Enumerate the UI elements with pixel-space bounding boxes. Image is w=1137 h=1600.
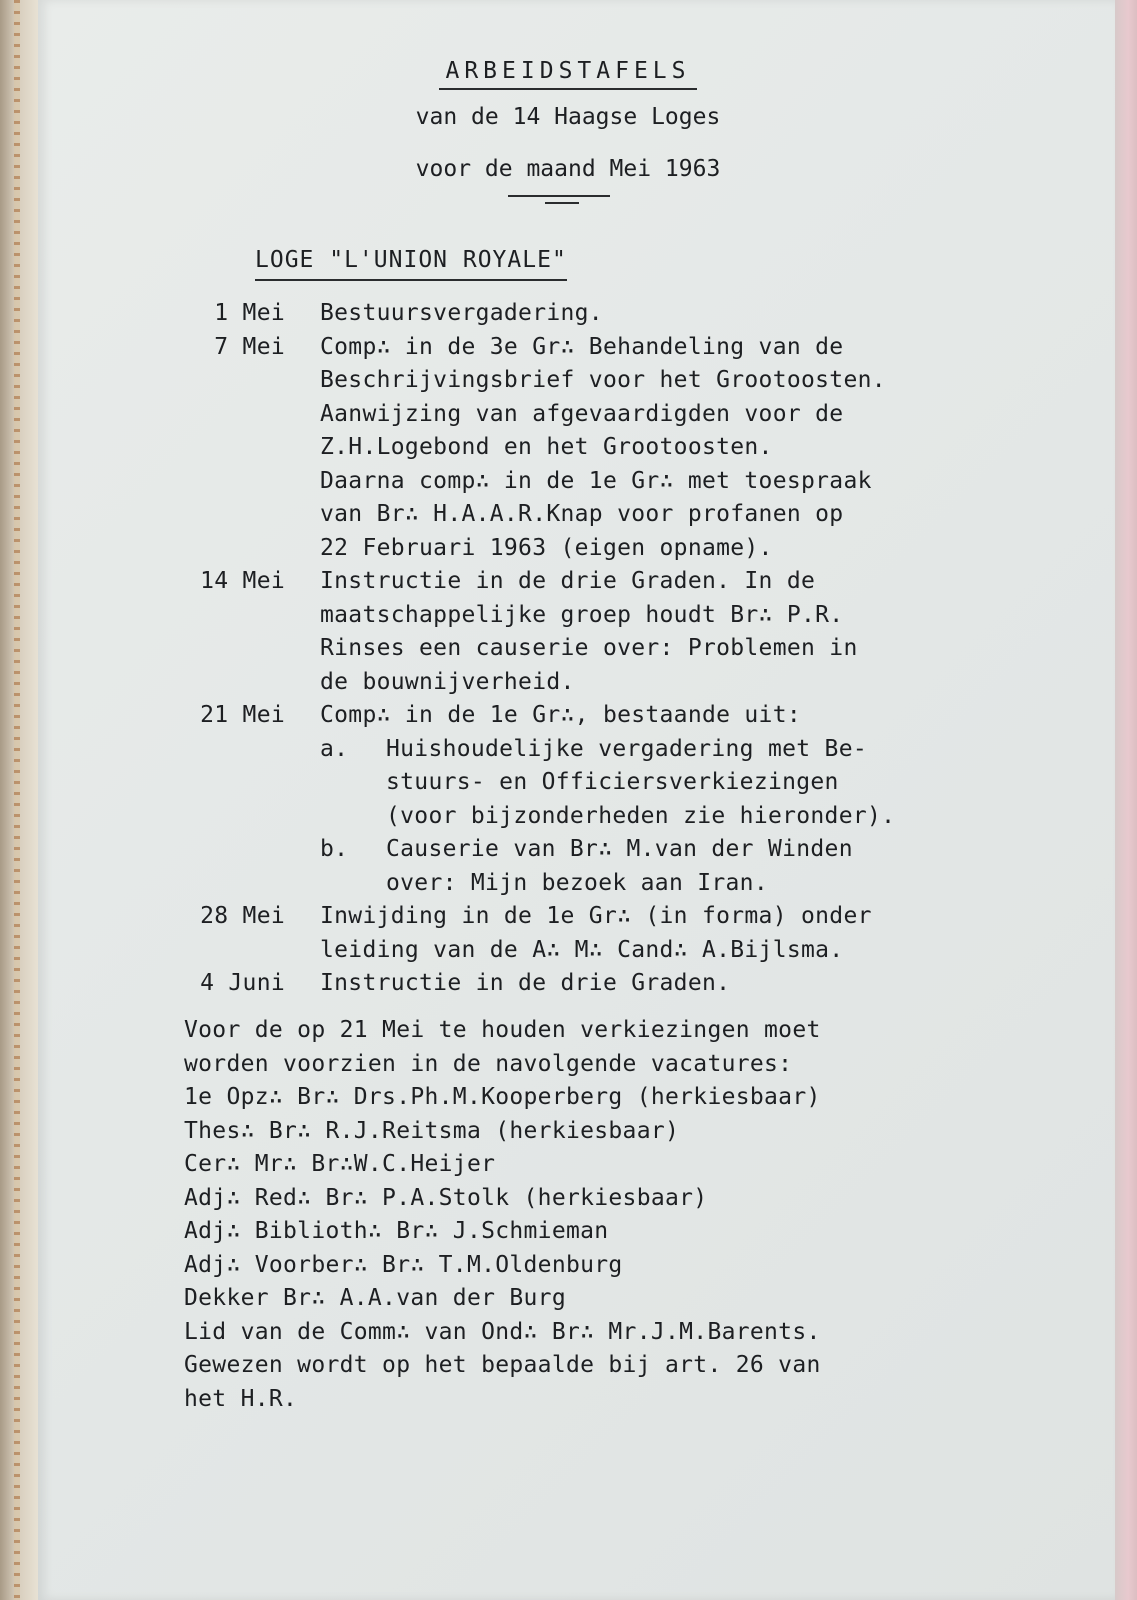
entry-line: maatschappelijke groep houdt Br∴ P.R. [320,601,844,628]
title-block [350,58,786,90]
entry-line: Aanwijzing van afgevaardigden voor de [320,400,844,427]
subtitle-month: voor de maand Mei 1963 [415,156,721,182]
subtitle-underline-short [545,202,579,204]
closing-line: Cer∴ Mr∴ Br∴W.C.Heijer [184,1151,496,1177]
closing-line: Adj∴ Red∴ Br∴ P.A.Stolk (herkiesbaar) [184,1184,708,1211]
entry-line: Comp∴ in de 1e Gr∴, bestaande uit: [320,702,802,728]
entry-line: Instructie in de drie Graden. [320,970,731,996]
closing-line: het H.R. [184,1385,298,1412]
entry-date: 28 Mei [200,903,285,929]
entry-line: Comp∴ in de 3e Gr∴ Behandeling van de [320,333,844,360]
closing-line: Dekker Br∴ A.A.van der Burg [184,1285,566,1311]
closing-line: Adj∴ Biblioth∴ Br∴ J.Schmieman [184,1218,609,1244]
closing-line: Voor de op 21 Mei te houden verkiezingen moet [184,1017,821,1043]
document-title: ARBEIDSTAFELS [439,58,696,90]
entry-line: Z.H.Logebond en het Grootoosten. [320,434,773,460]
entry-date: 21 Mei [200,702,285,728]
subtitle-underline [508,195,610,197]
entry-line: Daarna comp∴ in de 1e Gr∴ met toespraak [320,467,872,494]
subtitle-loges: van de 14 Haagse Loges [415,104,721,130]
closing-line: Adj∴ Voorber∴ Br∴ T.M.Oldenburg [184,1251,623,1278]
entry-date: 14 Mei [200,568,285,594]
sub-item-line: Huishoudelijke vergadering met Be- [386,735,868,762]
entry-date: 7 Mei [214,333,285,360]
entry-line: van Br∴ H.A.A.R.Knap voor profanen op [320,501,844,527]
loge-heading: LOGE "L'UNION ROYALE" [255,247,567,281]
page-right-edge [1115,0,1137,1600]
entry-line: 22 Februari 1963 (eigen opname). [320,534,773,561]
entry-line: Instructie in de drie Graden. In de [320,568,816,594]
closing-line: Thes∴ Br∴ R.J.Reitsma (herkiesbaar) [184,1117,680,1144]
sub-item-line: (voor bijzonderheden zie hieronder). [386,802,896,829]
entry-line: Beschrijvingsbrief voor het Grootoosten. [320,367,886,393]
closing-line: worden voorzien in de navolgende vacatures: [184,1050,793,1077]
closing-line: Lid van de Comm∴ van Ond∴ Br∴ Mr.J.M.Barents. [184,1318,821,1345]
entry-line: Bestuursvergadering. [320,300,603,326]
sub-item-line: over: Mijn bezoek aan Iran. [386,869,768,896]
entry-line: Rinses een causerie over: Problemen in [320,635,858,661]
entry-line: leiding van de A∴ M∴ Cand∴ A.Bijlsma. [320,936,844,963]
sub-item-line: stuurs- en Officiersverkiezingen [386,769,839,795]
entry-line: de bouwnijverheid. [320,668,575,695]
sub-item-letter: a. [320,735,349,762]
closing-line: Gewezen wordt op het bepaalde bij art. 26 van [184,1352,821,1378]
sub-item-letter: b. [320,836,349,862]
entry-date: 4 Juni [200,970,285,996]
closing-line: 1e Opz∴ Br∴ Drs.Ph.M.Kooperberg (herkiesbaar) [184,1084,821,1110]
page-left-edge [0,0,40,1600]
entry-date: 1 Mei [214,300,285,326]
binding-edge [14,0,20,1600]
sub-item-line: Causerie van Br∴ M.van der Winden [386,836,853,862]
entry-line: Inwijding in de 1e Gr∴ (in forma) onder [320,903,872,929]
